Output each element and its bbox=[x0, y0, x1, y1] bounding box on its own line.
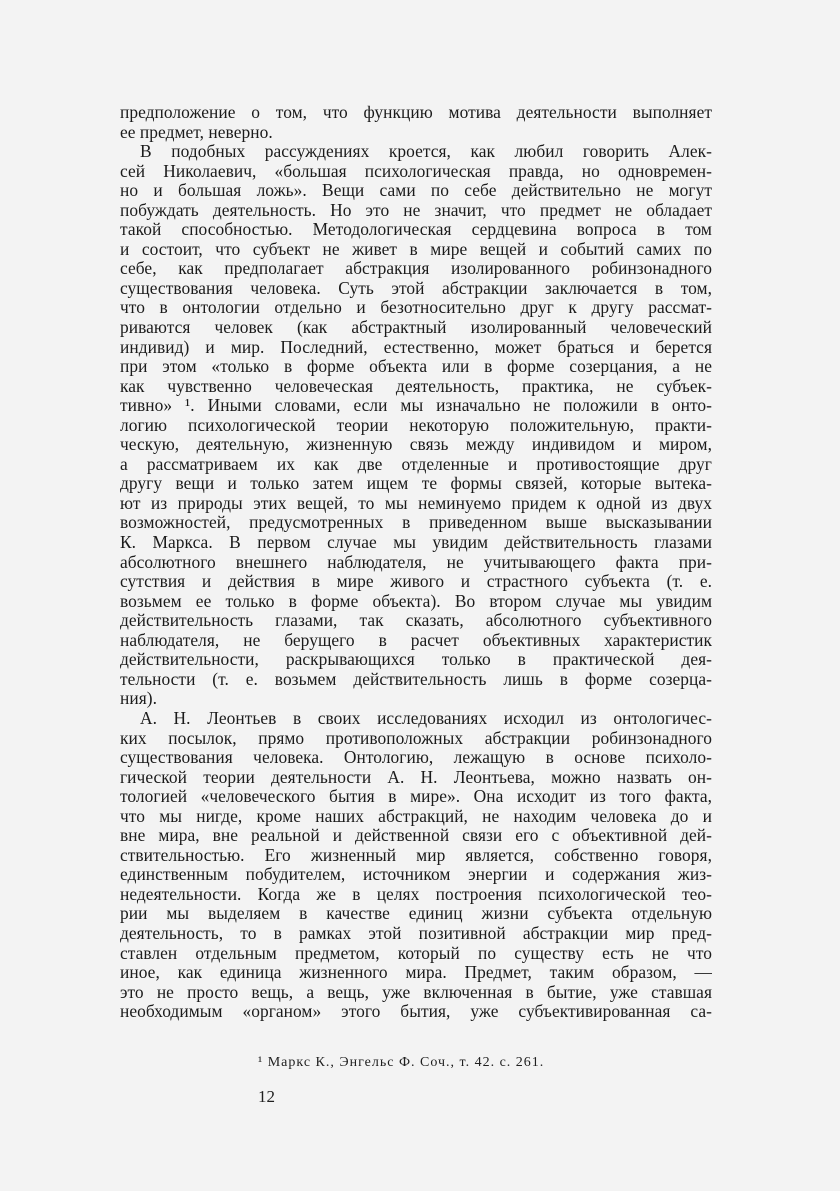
text-line: ее предмет, неверно. bbox=[120, 121, 273, 142]
text-line: индивид) и мир. Последний, естественно, может браться и берется bbox=[120, 336, 712, 357]
text-line: что мы нигде, кроме наших абстракций, не находим человека до и bbox=[120, 805, 712, 826]
text-line: деятельность, то в рамках этой позитивной абстракции мир пред- bbox=[120, 922, 712, 943]
text-line: а рассматриваем их как две отделенные и противостоящие друг bbox=[120, 453, 712, 474]
text-line: возьмем ее только в форме объекта). Во втором случае мы увидим bbox=[120, 590, 712, 611]
text-line: возможностей, предусмотренных в приведенном выше высказывании bbox=[120, 512, 712, 533]
text-line: риваются человек (как абстрактный изолированный человеческий bbox=[120, 317, 712, 338]
text-line: предположение о том, что функцию мотива деятельности выполняет bbox=[120, 102, 712, 122]
text-line: логию психологической теории некоторую положительную, практи- bbox=[120, 414, 712, 435]
text-line: тельности (т. е. возьмем действительность лишь в форме созерца- bbox=[120, 668, 712, 689]
text-line: ставлен отдельным предметом, который по существу есть не что bbox=[120, 942, 712, 963]
text-line: единственным побудителем, источником энергии и содержания жиз- bbox=[120, 864, 712, 885]
text-line: действительность глазами, так сказать, абсолютного субъективного bbox=[120, 610, 712, 631]
text-line: ческую, деятельную, жизненную связь между индивидом и миром, bbox=[120, 434, 712, 455]
text-line: при этом «только в форме объекта или в форме созерцания, а не bbox=[120, 356, 712, 377]
text-line: ствительностью. Его жизненный мир является, собственно говоря, bbox=[120, 844, 712, 865]
text-line: абсолютного внешнего наблюдателя, не учитывающего факта при- bbox=[120, 551, 712, 572]
text-line: вне мира, вне реальной и действенной связи его с объективной дей- bbox=[120, 825, 712, 846]
text-line: тологией «человеческого бытия в мире». Она исходит из того факта, bbox=[120, 786, 712, 807]
footnote: ¹ Маркс К., Энгельс Ф. Соч., т. 42. с. 261. bbox=[258, 1055, 545, 1070]
page-number: 12 bbox=[258, 1087, 275, 1106]
text-line: ют из природы этих вещей, то мы неминуемо придем к одной из двух bbox=[120, 492, 712, 513]
text-line: побуждать деятельность. Но это не значит, что предмет не обладает bbox=[120, 199, 712, 220]
text-line: что в онтологии отдельно и безотносительно друг к другу рассмат- bbox=[120, 297, 712, 318]
text-line: как чувственно человеческая деятельность, практика, не субъек- bbox=[120, 375, 712, 396]
text-line: рии мы выделяем в качестве единиц жизни субъекта отдельную bbox=[120, 903, 712, 924]
text-line: гической теории деятельности А. Н. Леонтьева, можно назвать он- bbox=[120, 766, 712, 787]
text-line: но и большая ложь». Вещи сами по себе действительно не могут bbox=[120, 180, 712, 201]
text-line: такой способностью. Методологическая сердцевина вопроса в том bbox=[120, 219, 712, 240]
text-line: сутствия и действия в мире живого и страстного субъекта (т. е. bbox=[120, 571, 712, 592]
text-line: иное, как единица жизненного мира. Предмет, таким образом, — bbox=[120, 962, 712, 983]
text-line: существования человека. Онтологию, лежащую в основе психоло- bbox=[120, 747, 712, 768]
text-line: тивно» ¹. Иными словами, если мы изначально не положили в онто- bbox=[120, 395, 712, 416]
text-line: К. Маркса. В первом случае мы увидим действительность глазами bbox=[120, 532, 712, 553]
text-line: недеятельности. Когда же в целях построения психологической тео- bbox=[120, 883, 712, 904]
text-line: существования человека. Суть этой абстракции заключается в том, bbox=[120, 277, 712, 298]
text-line: А. Н. Леонтьев в своих исследованиях исходил из онтологичес- bbox=[140, 707, 712, 728]
text-line: и состоит, что субъект не живет в мире вещей и событий самих по bbox=[120, 238, 712, 259]
text-line: это не просто вещь, а вещь, уже включенная в бытие, уже ставшая bbox=[120, 981, 712, 1002]
text-line: себе, как предполагает абстракция изолированного робинзонадного bbox=[120, 258, 712, 279]
text-line: ких посылок, прямо противоположных абстракции робинзонадного bbox=[120, 727, 712, 748]
text-line: сей Николаевич, «большая психологическая правда, но одновремен- bbox=[120, 160, 712, 181]
text-line: наблюдателя, не берущего в расчет объективных характеристик bbox=[120, 629, 712, 650]
text-line: В подобных рассуждениях кроется, как любил говорить Алек- bbox=[140, 141, 712, 162]
text-line: ния). bbox=[120, 688, 158, 709]
text-line: другу вещи и только затем ищем те формы связей, которые вытека- bbox=[120, 473, 712, 494]
text-line: действительности, раскрывающихся только в практической дея- bbox=[120, 649, 712, 670]
body-text bbox=[120, 103, 712, 1022]
text-line: необходимым «органом» этого бытия, уже субъективированная са- bbox=[120, 1001, 712, 1022]
